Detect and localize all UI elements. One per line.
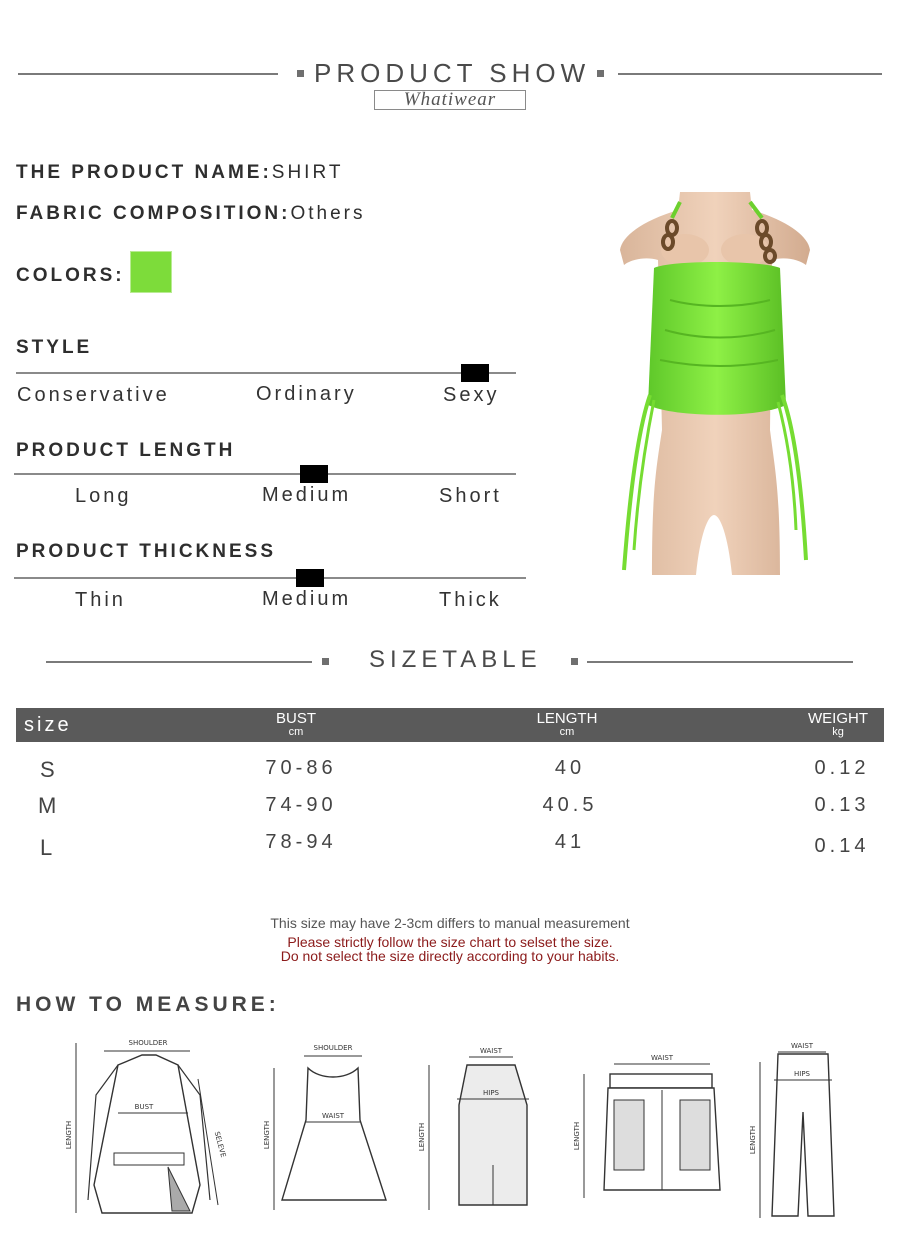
header-bullet-left xyxy=(297,70,304,77)
colors-label: COLORS: xyxy=(16,265,125,286)
label-shoulder: SHOULDER xyxy=(128,1039,168,1047)
measure-figure-shorts xyxy=(570,1050,740,1205)
style-option-ordinary: Ordinary xyxy=(256,383,357,405)
header-rule-right xyxy=(618,73,882,75)
size-table-header xyxy=(16,708,884,742)
style-marker xyxy=(461,364,489,382)
length-option-short: Short xyxy=(439,485,502,507)
style-scale xyxy=(16,372,516,374)
header-bullet-right xyxy=(597,70,604,77)
label-waist: WAIST xyxy=(790,1042,814,1050)
brand-badge: Whatiwear xyxy=(374,90,526,110)
cell-size: L xyxy=(40,835,53,860)
thickness-heading: PRODUCT THICKNESS xyxy=(16,541,277,562)
col-length: LENGTH cm xyxy=(536,710,598,738)
fabric-row xyxy=(16,203,365,225)
label-length: LENGTH xyxy=(65,1120,73,1150)
cell-size: M xyxy=(38,793,57,818)
color-swatch[interactable] xyxy=(130,251,172,293)
label-length: LENGTH xyxy=(749,1125,757,1155)
label-hips: HIPS xyxy=(483,1089,499,1097)
product-name-label: THE PRODUCT NAME: xyxy=(16,162,272,183)
style-option-conservative: Conservative xyxy=(17,384,170,406)
length-option-long: Long xyxy=(75,485,132,507)
col-bust: BUST cm xyxy=(275,710,316,738)
label-waist: WAIST xyxy=(321,1112,345,1120)
thickness-option-medium: Medium xyxy=(262,588,352,610)
measure-figure-dress xyxy=(260,1040,400,1220)
col-size: size xyxy=(24,714,72,736)
product-photo xyxy=(610,190,820,575)
measure-figure-pants xyxy=(748,1040,848,1225)
measure-figure-skirt xyxy=(415,1045,545,1220)
label-waist: WAIST xyxy=(479,1047,503,1055)
sizetable-rule-right xyxy=(587,661,853,663)
label-waist: WAIST xyxy=(650,1054,674,1062)
cell-weight: 0.12 xyxy=(814,757,870,779)
label-hips: HIPS xyxy=(794,1070,810,1078)
cell-length: 41 xyxy=(554,831,586,853)
sizetable-bullet-left xyxy=(322,658,329,665)
thickness-option-thin: Thin xyxy=(75,589,126,611)
sizetable-bullet-right xyxy=(571,658,578,665)
cell-bust: 70-86 xyxy=(265,757,337,779)
length-option-medium: Medium xyxy=(262,484,352,506)
cell-size: S xyxy=(40,757,55,782)
sizetable-rule-left xyxy=(46,661,312,663)
label-shoulder: SHOULDER xyxy=(313,1044,353,1052)
col-weight: WEIGHT kg xyxy=(808,710,868,738)
thickness-option-thick: Thick xyxy=(439,589,502,611)
label-seleve: SELEVE xyxy=(212,1130,228,1159)
cell-length: 40.5 xyxy=(542,794,598,816)
fabric-label: FABRIC COMPOSITION: xyxy=(16,203,291,224)
how-to-measure-heading: HOW TO MEASURE: xyxy=(16,993,280,1016)
thickness-scale xyxy=(14,577,526,579)
label-bust: BUST xyxy=(134,1103,154,1111)
label-length: LENGTH xyxy=(418,1122,426,1152)
size-warning-2: Do not select the size directly according to your habits. xyxy=(280,948,620,964)
page-title: PRODUCT SHOW xyxy=(314,58,591,88)
cell-bust: 74-90 xyxy=(265,794,337,816)
label-length: LENGTH xyxy=(263,1120,271,1150)
product-name-value: SHIRT xyxy=(271,162,344,183)
label-length: LENGTH xyxy=(573,1121,581,1151)
fabric-value: Others xyxy=(290,203,366,224)
cell-bust: 78-94 xyxy=(265,831,337,853)
length-marker xyxy=(300,465,328,483)
thickness-marker xyxy=(296,569,324,587)
cell-length: 40 xyxy=(554,757,586,779)
size-warning-1: Please strictly follow the size chart to selset the size. xyxy=(287,934,613,950)
length-scale xyxy=(14,473,516,475)
length-heading: PRODUCT LENGTH xyxy=(16,440,236,461)
header-rule-left xyxy=(18,73,278,75)
sizetable-title: SIZETABLE xyxy=(369,646,542,673)
style-heading: STYLE xyxy=(16,337,93,358)
cell-weight: 0.14 xyxy=(814,835,870,857)
measure-figure-jacket xyxy=(60,1035,235,1220)
cell-weight: 0.13 xyxy=(814,794,870,816)
size-note: This size may have 2-3cm differs to manual measurement xyxy=(270,915,630,931)
style-option-sexy: Sexy xyxy=(443,384,500,406)
product-photo-illustration xyxy=(610,190,820,575)
product-name-row xyxy=(16,162,343,184)
